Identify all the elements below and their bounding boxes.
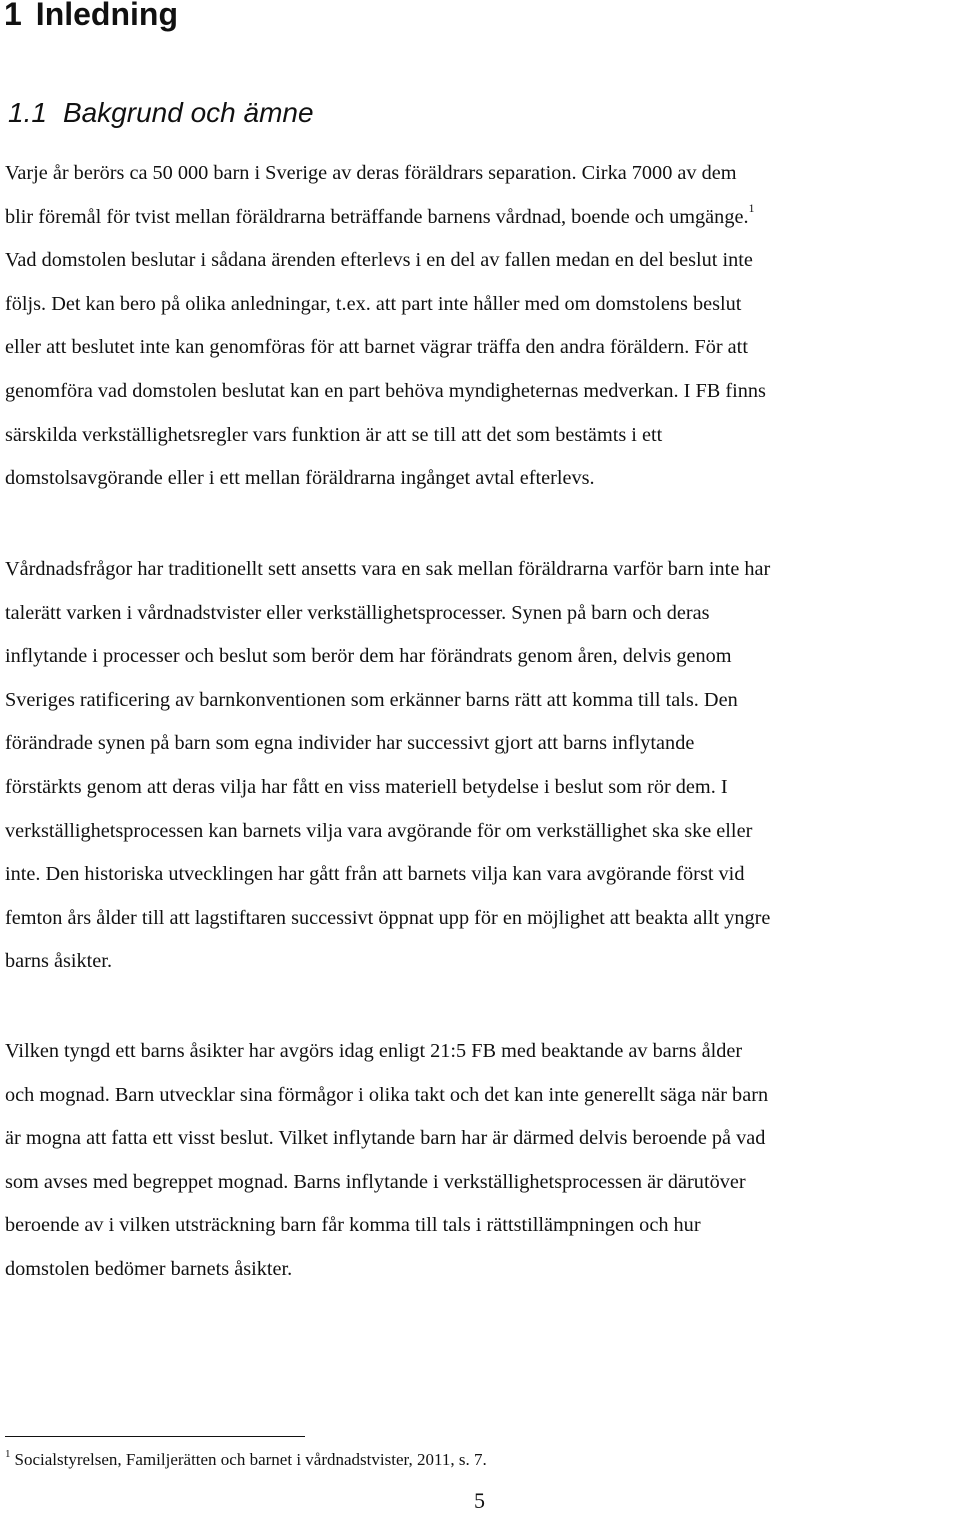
text-line: och mognad. Barn utvecklar sina förmågor i olika takt och det kan inte generellt säga när barn: [5, 1083, 769, 1106]
section-title: Bakgrund och ämne: [62, 97, 314, 128]
text-line: talerätt varken i vårdnadstvister eller verkställighetsprocesser. Synen på barn och deras: [5, 601, 710, 624]
text-line: inte. Den historiska utvecklingen har gått från att barnets vilja kan vara avgörande först vid: [5, 863, 745, 886]
text-line: Sveriges ratificering av barnkonventionen som erkänner barns rätt att komma till tals. Den: [5, 688, 738, 711]
paragraph-3: [5, 1030, 960, 1292]
footnote-reference: 1: [748, 200, 755, 215]
text-line: Vårdnadsfrågor har traditionellt sett ansetts vara en sak mellan föräldrarna varför barn inte har: [5, 558, 771, 580]
text-line: Vad domstolen beslutar i sådana ärenden efterlevs i en del av fallen medan en del beslut inte: [5, 249, 753, 272]
footnote-text: Socialstyrelsen, Familjerätten och barnet i vårdnadstvister, 2011, s. 7.: [14, 1450, 487, 1469]
text-line: följs. Det kan bero på olika anledningar, t.ex. att part inte håller med om domstolens beslut: [5, 292, 742, 315]
text-line: särskilda verkställighetsregler vars funktion är att se till att det som bestämts i ett: [5, 423, 663, 446]
section-number: 1.1: [8, 97, 47, 128]
text-line: Varje år berörs ca 50 000 barn i Sverige av deras föräldrars separation. Cirka 7000 av dem: [5, 162, 737, 184]
text-line: genomföra vad domstolen beslutat kan en part behöva myndigheternas medverkan. I FB finns: [5, 379, 766, 402]
text-line: barns åsikter.: [5, 950, 113, 973]
text-line: domstolsavgörande eller i ett mellan föräldrarna ingånget avtal efterlevs.: [5, 467, 595, 490]
text-line: är mogna att fatta ett visst beslut. Vilket inflytande barn har är därmed delvis beroende på vad: [5, 1127, 766, 1150]
text-line-content: blir föremål för tvist mellan föräldrarna beträffande barnens vårdnad, boende och umgänge.: [5, 205, 749, 228]
text-line: Vilken tyngd ett barns åsikter har avgörs idag enligt 21:5 FB med beaktande av barns ålder: [5, 1040, 743, 1062]
section-heading: [8, 95, 314, 131]
footnote-number: 1: [5, 1448, 11, 1460]
text-line: beroende av i vilken utsträckning barn får komma till tals i rättstillämpningen och hur: [5, 1214, 701, 1237]
text-line: domstolen bedömer barnets åsikter.: [5, 1257, 293, 1280]
text-line: inflytande i processer och beslut som berör dem har förändrats genom åren, delvis genom: [5, 645, 732, 668]
chapter-number: 1: [4, 0, 22, 32]
page-number: 5: [474, 1488, 485, 1513]
chapter-heading: [4, 0, 178, 34]
text-line: [5, 196, 960, 240]
text-line: eller att beslutet inte kan genomföras för att barnet vägrar träffa den andra föräldern. För att: [5, 336, 748, 359]
text-line: som avses med begreppet mognad. Barns inflytande i verkställighetsprocessen är därutöver: [5, 1170, 746, 1193]
text-line: förstärkts genom att deras vilja har fått en viss materiell betydelse i beslut som rör dem. I: [5, 775, 728, 798]
paragraph-1: [5, 152, 960, 501]
text-line: verkställighetsprocessen kan barnets vilja vara avgörande för om verkställighet ska ske eller: [5, 819, 753, 842]
chapter-title: Inledning: [35, 0, 178, 32]
text-line: femton års ålder till att lagstiftaren successivt öppnat upp för en möjlighet att beakta allt yngre: [5, 906, 771, 929]
footnote-separator: [5, 1436, 305, 1437]
paragraph-2: [5, 548, 960, 984]
text-line: förändrade synen på barn som egna individer har successivt gjort att barns inflytande: [5, 732, 695, 755]
footnote: [5, 1448, 487, 1472]
